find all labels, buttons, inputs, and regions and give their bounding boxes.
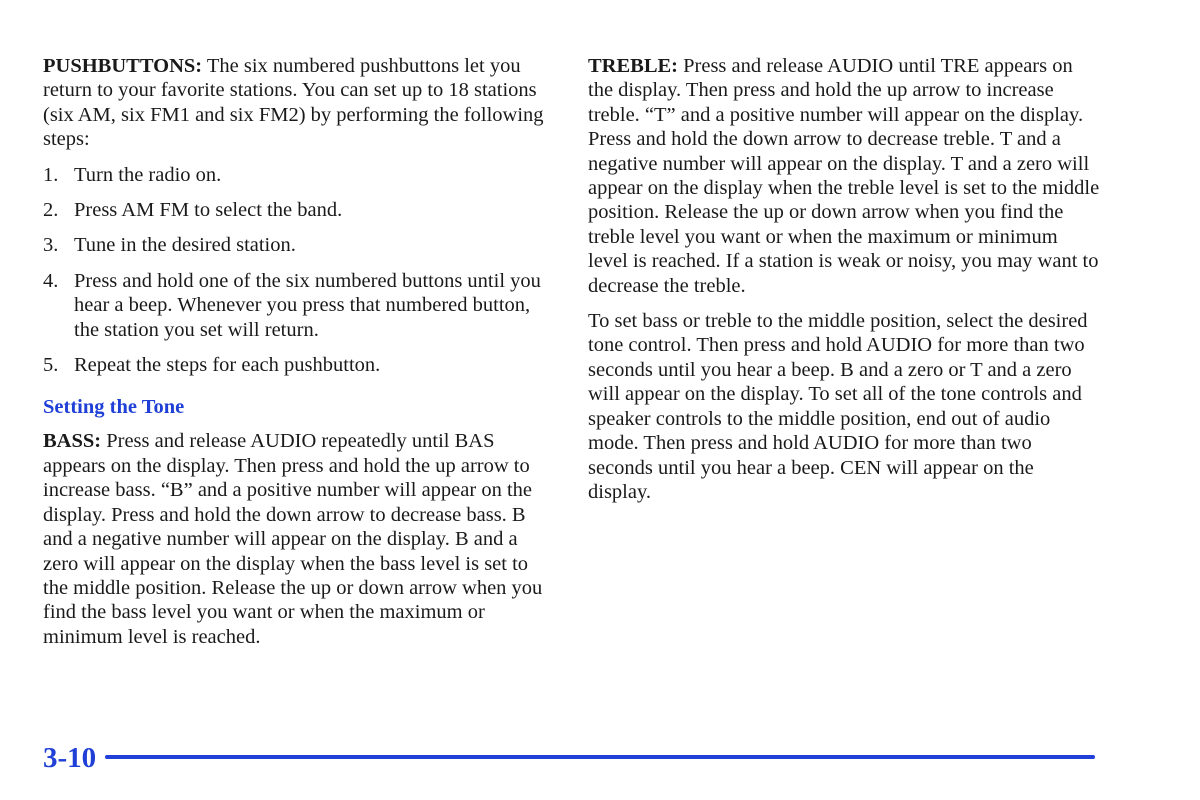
step-text: Tune in the desired station. <box>74 234 296 257</box>
step-text: Repeat the steps for each pushbutton. <box>74 354 381 377</box>
treble-lead: TREBLE: <box>588 55 678 77</box>
footer-rule <box>105 755 1095 759</box>
list-item <box>43 353 548 377</box>
step-text: Turn the radio on. <box>74 163 222 186</box>
section-heading: Setting the Tone <box>43 396 185 419</box>
list-item <box>43 163 548 187</box>
step-number: 2. <box>43 199 59 222</box>
bass-lead: BASS: <box>43 430 102 453</box>
step-number: 4. <box>43 269 59 292</box>
list-item <box>43 198 548 222</box>
left-column <box>43 54 548 660</box>
bass-paragraph <box>43 429 548 649</box>
middle-position-paragraph: To set bass or treble to the middle position, select the desired tone control. Then press and hold AUDIO for more than two seconds until you hear a beep. B and a zero or T and a zero will appear on the display. To set all of the tone controls and speaker controls to the middle position, end out of audio mode. Then press and hold AUDIO for more than two seconds until you hear a beep. CEN will appear on the display. <box>588 310 1088 503</box>
pushbuttons-lead: PUSHBUTTONS: <box>43 55 203 77</box>
step-number: 5. <box>43 354 59 377</box>
list-item <box>43 269 548 342</box>
treble-paragraph <box>588 54 1100 298</box>
step-number: 1. <box>43 163 59 186</box>
steps-list <box>43 163 548 378</box>
list-item <box>43 233 548 257</box>
treble-text: Press and release AUDIO until TRE appears on the display. Then press and hold the up arrow to increase treble. “T” and a positive number will appear on the display. Press and hold the down arrow to decrease treble. T and a negative number will appear on the display. T and a zero will appear on the display when the treble level is set to the middle position. Release the up or down arrow when you find the treble level you want or when the maximum or minimum level is reached. If a station is weak or noisy, you may want to decrease the treble. <box>588 55 1100 297</box>
step-text: Press and hold one of the six numbered buttons until you hear a beep. Whenever you press that numbered button, the station you set will return. <box>74 269 541 341</box>
page-number: 3-10 <box>43 742 97 774</box>
bass-text: Press and release AUDIO repeatedly until BAS appears on the display. Then press and hold the up arrow to increase bass. “B” and a positive number will appear on the display. Press and hold the down arrow to decrease bass. B and a negative number will appear on the display. B and a zero will appear on the display when the bass level is set to the middle position. Release the up or down arrow when you find the bass level you want or when the maximum or minimum level is reached. <box>43 430 543 648</box>
pushbuttons-text: The six numbered pushbuttons let you return to your favorite stations. You can set up to 18 stations (six AM, six FM1 and six FM2) by performing the following steps: <box>43 55 544 151</box>
step-text: Press AM FM to select the band. <box>74 199 343 222</box>
right-column <box>588 54 1100 515</box>
step-number: 3. <box>43 234 59 257</box>
page-footer <box>43 740 1095 780</box>
pushbuttons-paragraph <box>43 54 548 152</box>
